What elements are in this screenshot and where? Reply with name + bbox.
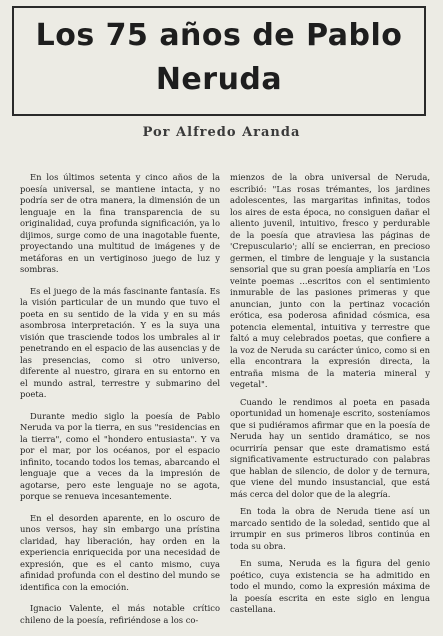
paragraph: mienzos de la obra universal de Neruda, escribió: "Las rosas trémantes, los jardines adolescentes, las margaritas infinitas, todos los aires de esta época, no consiguen dañar el aliento juvenil, intuitivo, fresco y perdurable de la poesía que atraviesa las páginas de 'Crepusculario'; allí se encierran, en precioso germen, el timbre de lenguaje y la sustancia sensorial que su gran poesía ampliaría en 'Los veinte poemas ...escritos con el sentimiento inmurable de las pasiones primeras y que anuncian, junto con la pertinaz vocación erótica, esa poderosa afinidad cósmica, esa potencia elemental, intuitiva y terrestre que faltó a muy celebrados poetas, que confiere a la voz de Neruda su carácter único, como si en ella encontrara la expresión directa, la entraña misma de la materia mineral y vegetal". — [230, 172, 430, 389]
paragraph: En los últimos setenta y cinco años de la poesía universal, se mantiene intacta, y no podría ser de otra manera, la dimensión de un lenguaje en la fina transparencia de su originalidad, cuya profunda significación, ya lo dijimos, surge como de una inagotable fuente, proyectando una multitud de imágenes y de metáforas en un vertiginoso juego de luz y sombras. — [20, 172, 220, 274]
headline-line-1: Los 75 años de Pablo — [35, 18, 403, 53]
right-column — [230, 172, 430, 622]
byline: Por Alfredo Aranda — [142, 125, 301, 140]
paragraph: Es el juego de la más fascinante fantasía. Es la visión particular de un mundo que tuvo el poeta en su sentido de la vida y en su más asombrosa interpretación. Y es la suya una visión que trasciende todos los umbrales al ir penetrando en el espacio de las ausencias y de las presencias, como si otro universo, diferente al nuestro, girara en su entorno en el mundo astral, terrestre y submarino del poeta. — [20, 285, 220, 399]
paragraph: En suma, Neruda es la figura del genio poético, cuya existencia se ha admitido en todo el mundo, como la expresión máxima de la poesía escrita en este siglo en lengua castellana. — [230, 558, 430, 614]
paragraph: Cuando le rendimos al poeta en pasada oportunidad un homenaje escrito, sosteníamos que si pudiéramos afirmar que en la poesía de Neruda hay un sentido dramático, se nos ocurriría pensar que este dramatismo está significativamente estructurado con palabras que hablan de silencio, de dolor y de ternura, que viene del mundo insustancial, que está más cerca del dolor que de la alegría. — [230, 396, 430, 499]
headline-line-2: Neruda — [155, 62, 283, 97]
paragraph: En toda la obra de Neruda tiene así un marcado sentido de la soledad, sentido que al irrumpir en sus primeros libros continúa en toda su obra. — [230, 506, 430, 551]
left-column — [20, 172, 220, 636]
paragraph: Durante medio siglo la poesía de Pablo Neruda va por la tierra, en sus "residencias en la tierra", como el "hondero entusiasta". Y va por el mar, por los océanos, por el espacio infinito, tocando todos los temas, abarcando el lenguaje que a veces da la impresión de agotarse, pero este lenguaje no se agota, porque se renueva incesantemente. — [20, 410, 220, 501]
paragraph: En el desorden aparente, en lo oscuro de unos versos, hay sin embargo una prístina claridad, hay liberación, hay orden en la experiencia enriquecida por una necesidad de expresión, que es el canto mismo, cuya afinidad profunda con el destino del mundo se identifica con la emoción. — [20, 512, 220, 592]
headline-box — [12, 6, 426, 116]
paragraph: Ignacio Valente, el más notable crítico chileno de la poesía, refiriéndose a los co- — [20, 603, 220, 625]
